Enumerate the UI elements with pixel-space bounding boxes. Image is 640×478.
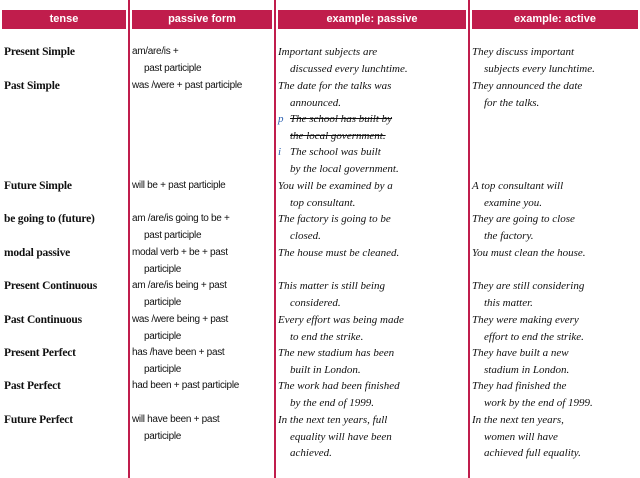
note-text: The school was built (290, 146, 381, 158)
passive-form-cell (132, 412, 272, 445)
passive-example-cell (278, 345, 468, 378)
text-line: participle (144, 263, 182, 275)
text-line: In the next ten years, full (278, 414, 388, 426)
text-line: Important subjects are (278, 46, 378, 58)
active-example-cell (472, 278, 638, 311)
text-line: modal verb + be + past (132, 247, 228, 258)
note-text: by the local government. (290, 162, 399, 175)
text-line: You must clean the house. (472, 247, 586, 259)
text-line: discussed every lunchtime. (290, 62, 408, 75)
passive-example-cell (278, 78, 468, 177)
header-tense: tense (2, 10, 126, 29)
wrong-mark-icon: p (278, 113, 284, 125)
passive-form-cell (132, 178, 272, 195)
tense-name: Past Perfect (4, 380, 61, 392)
text-line: this matter. (484, 296, 533, 309)
passive-example-cell (278, 245, 468, 262)
incorrect-example-line (278, 128, 468, 145)
tense-name: Past Simple (4, 80, 60, 92)
text-line: The factory is going to be (278, 213, 391, 225)
tense-name: Present Perfect (4, 347, 76, 359)
passive-form-cell (132, 345, 272, 378)
active-example-cell (472, 44, 638, 77)
text-line: The new stadium has been (278, 347, 395, 359)
passive-form-cell (132, 378, 272, 395)
passive-example-cell (278, 44, 468, 77)
text-line: the factory. (484, 229, 534, 242)
header-example-passive: example: passive (278, 10, 466, 29)
passive-example-cell (278, 278, 468, 311)
column-divider (468, 0, 470, 478)
text-line: was /were being + past (132, 314, 228, 325)
text-line: They announced the date (472, 80, 583, 92)
text-line: subjects every lunchtime. (484, 62, 595, 75)
text-line: The house must be cleaned. (278, 247, 400, 259)
text-line: announced. (290, 96, 342, 109)
text-line: has /have been + past (132, 347, 225, 358)
text-line: They have built a new (472, 347, 569, 359)
text-line: by the end of 1999. (290, 396, 375, 409)
active-example-cell (472, 245, 638, 262)
passive-form-cell (132, 312, 272, 345)
text-line: will be + past participle (132, 180, 226, 191)
text-line: In the next ten years, (472, 414, 564, 426)
text-line: They discuss important (472, 46, 575, 58)
text-line: past participle (144, 62, 202, 74)
text-line: The date for the talks was (278, 80, 392, 92)
tense-name: modal passive (4, 247, 71, 259)
text-line: am /are/is being + past (132, 280, 227, 291)
passive-example-cell (278, 211, 468, 244)
text-line: am/are/is + (132, 46, 179, 57)
text-line: stadium in London. (484, 363, 570, 376)
text-line: Every effort was being made (278, 314, 404, 326)
text-line: participle (144, 430, 182, 442)
tense-name: Present Continuous (4, 280, 97, 292)
text-line: had been + past participle (132, 380, 240, 391)
tense-name: Future Simple (4, 180, 72, 192)
text-line: This matter is still being (278, 280, 385, 292)
active-example-cell (472, 312, 638, 345)
active-example-cell (472, 211, 638, 244)
text-line: They are going to close (472, 213, 575, 225)
passive-example-cell (278, 178, 468, 211)
active-example-cell (472, 378, 638, 411)
text-line: to end the strike. (290, 330, 364, 343)
text-line: examine you. (484, 196, 543, 209)
active-example-cell (472, 78, 638, 111)
tense-name: Present Simple (4, 46, 75, 58)
correct-example-line (278, 144, 468, 161)
correct-example-line (278, 161, 468, 178)
text-line: participle (144, 296, 182, 308)
passive-form-cell (132, 245, 272, 278)
struck-text: the local government. (290, 129, 386, 142)
header-passive-form: passive form (132, 10, 272, 29)
text-line: effort to end the strike. (484, 330, 584, 343)
header-example-active: example: active (472, 10, 638, 29)
text-line: will have been + past (132, 414, 220, 425)
passive-form-cell (132, 278, 272, 311)
column-divider (128, 0, 130, 478)
column-divider (274, 0, 276, 478)
tense-name: Past Continuous (4, 314, 82, 326)
text-line: achieved full equality. (484, 447, 581, 459)
text-line: They are still considering (472, 280, 585, 292)
text-line: participle (144, 363, 182, 375)
text-line: achieved. (290, 447, 332, 459)
text-line: The work had been finished (278, 380, 400, 392)
text-line: They were making every (472, 314, 579, 326)
passive-example-cell (278, 378, 468, 411)
passive-form-cell (132, 211, 272, 244)
text-line: built in London. (290, 363, 361, 376)
text-line: considered. (290, 296, 341, 309)
tense-name: Future Perfect (4, 414, 73, 426)
text-line: participle (144, 330, 182, 342)
text-line: for the talks. (484, 96, 540, 109)
text-line: top consultant. (290, 196, 356, 209)
passive-example-cell (278, 412, 468, 462)
text-line: A top consultant will (472, 180, 564, 192)
text-line: You will be examined by a (278, 180, 393, 192)
text-line: work by the end of 1999. (484, 396, 593, 409)
text-line: They had finished the (472, 380, 567, 392)
passive-form-cell (132, 78, 272, 95)
active-example-cell (472, 178, 638, 211)
passive-example-cell (278, 312, 468, 345)
text-line: was /were + past participle (132, 80, 243, 91)
text-line: women will have (484, 430, 558, 443)
struck-text: The school has built by (290, 113, 393, 125)
tense-name: be going to (future) (4, 213, 95, 225)
text-line: closed. (290, 229, 321, 242)
text-line: am /are/is going to be + (132, 213, 230, 224)
correct-mark-icon: i (278, 146, 282, 158)
active-example-cell (472, 412, 638, 462)
text-line: equality will have been (290, 430, 392, 443)
incorrect-example-line (278, 111, 468, 128)
active-example-cell (472, 345, 638, 378)
text-line: past participle (144, 229, 202, 241)
passive-form-cell (132, 44, 272, 77)
